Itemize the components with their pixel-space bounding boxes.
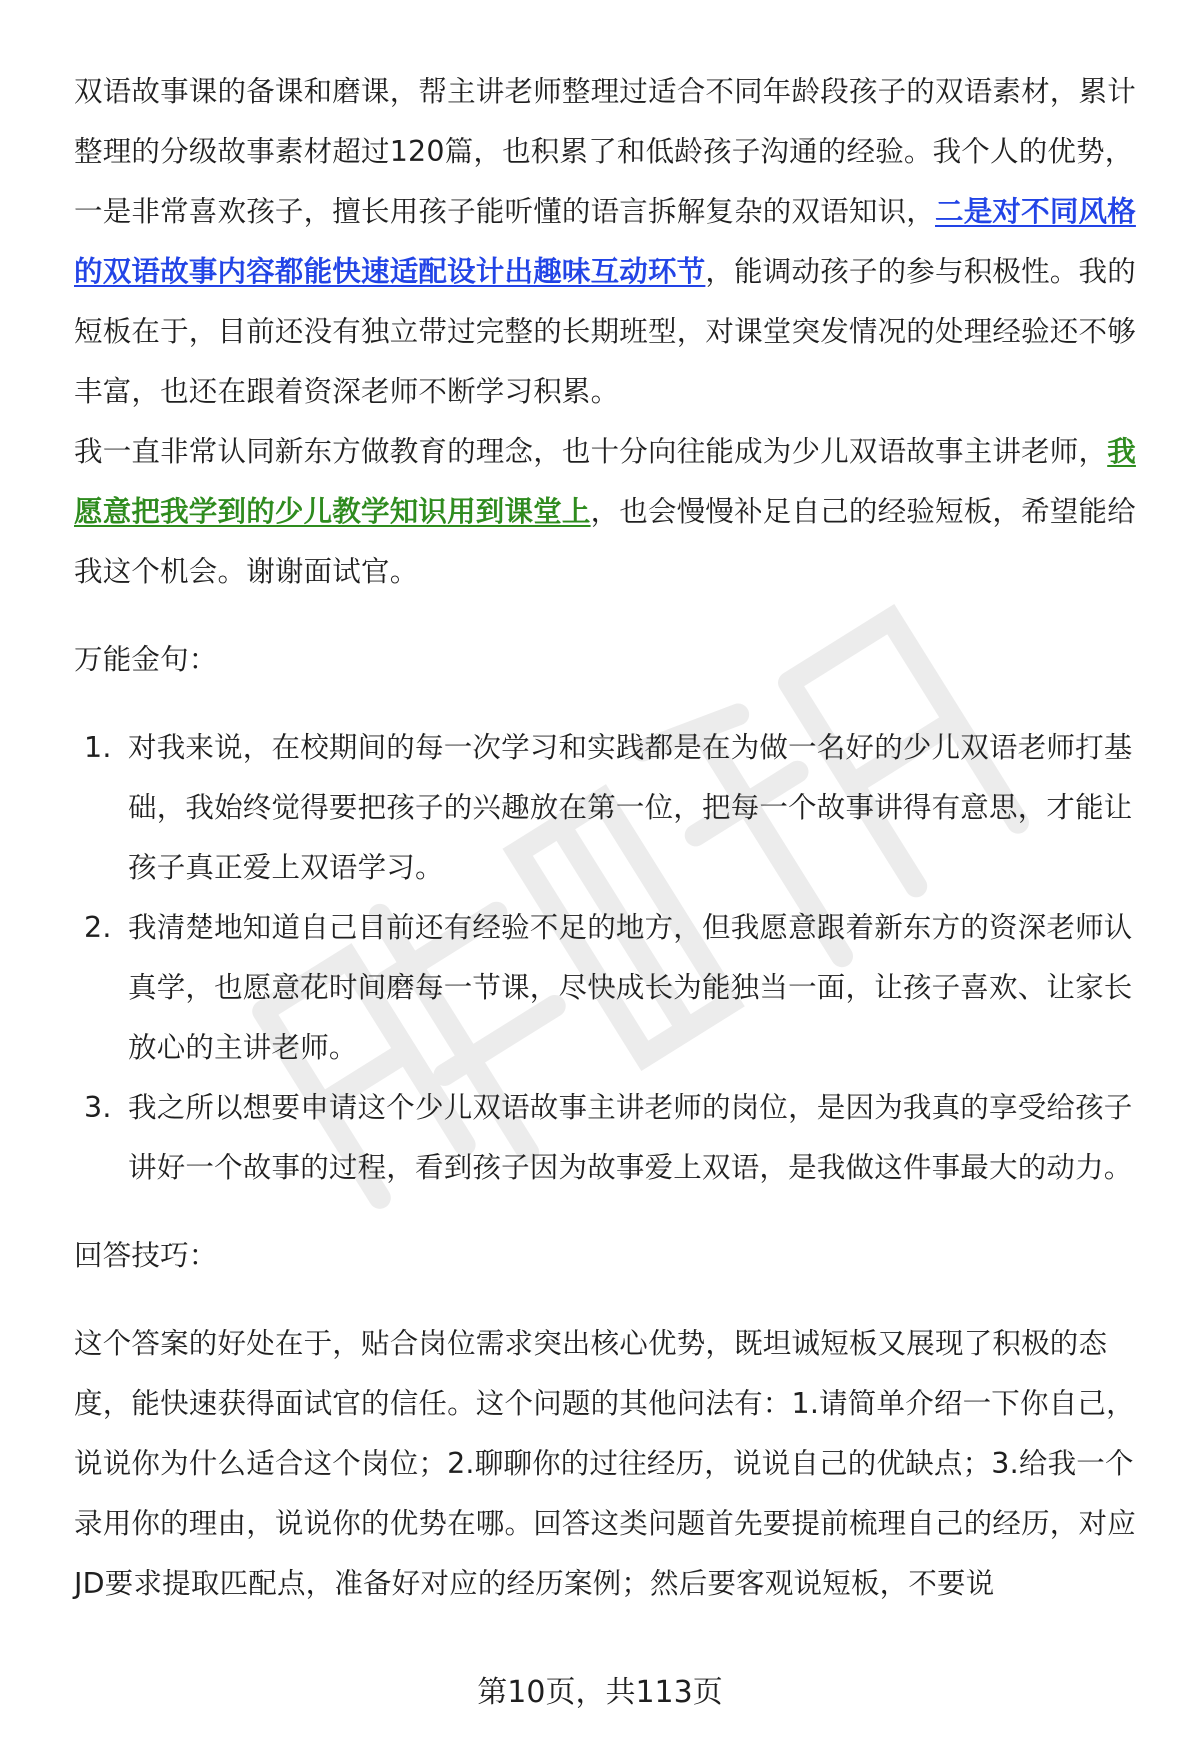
intro-text: 双语故事课的备课和磨课，帮主讲老师整理过适合不同年龄段孩子的双语素材，累计整理的分级故事素材超过120篇，也积累了和低龄孩子沟通的经验。我个人的优势，一是非常喜欢孩子，擅长用孩子能听懂的语言拆解复杂的双语知识， — [74, 75, 1136, 228]
list-item — [74, 898, 1149, 1078]
closing-text: 我一直非常认同新东方做教育的理念，也十分向往能成为少儿双语故事主讲老师， — [74, 435, 1108, 468]
golden-sentences-list — [74, 718, 1149, 1198]
list-item — [74, 718, 1149, 898]
list-item-text: 我之所以想要申请这个少儿双语故事主讲老师的岗位，是因为我真的享受给孩子讲好一个故事的过程，看到孩子因为故事爱上双语，是我做这件事最大的动力。 — [128, 1091, 1133, 1184]
closing-text-continued: ，也会慢慢补足自己的经验短板，希望能给我这个机会。谢谢面试官。 — [74, 495, 1136, 588]
list-number: 2. — [84, 911, 112, 944]
page-number-footer: 第10页，共113页 — [477, 1675, 723, 1710]
answer-tips-paragraph: 这个答案的好处在于，贴合岗位需求突出核心优势，既坦诚短板又展现了积极的态度，能快速获得面试官的信任。这个问题的其他问法有：1.请简单介绍一下你自己，说说你为什么适合这个岗位；2.聊聊你的过往经历，说说自己的优缺点；3.给我一个录用你的理由，说说你的优势在哪。回答这类问题首先要提前梳理自己的经历，对应JD要求提取匹配点，准备好对应的经历案例；然后要客观说短板，不要说 — [74, 1327, 1136, 1600]
answer-tips-heading: 回答技巧： — [74, 1239, 218, 1272]
list-item-text: 我清楚地知道自己目前还有经验不足的地方，但我愿意跟着新东方的资深老师认真学，也愿意花时间磨每一节课，尽快成长为能独当一面，让孩子喜欢、让家长放心的主讲老师。 — [128, 911, 1133, 1064]
list-number: 3. — [84, 1091, 112, 1124]
intro-paragraph — [74, 62, 1149, 422]
golden-sentences-heading: 万能金句： — [74, 643, 218, 676]
closing-highlight: 我愿意把我学到的少儿教学知识用到课堂上 — [74, 435, 1136, 528]
document-content — [74, 62, 1149, 1614]
list-item-text: 对我来说，在校期间的每一次学习和实践都是在为做一名好的少儿双语老师打基础，我始终觉得要把孩子的兴趣放在第一位，把每一个故事讲得有意思，才能让孩子真正爱上双语学习。 — [128, 731, 1133, 884]
intro-highlight: 二是对不同风格的双语故事内容都能快速适配设计出趣味互动环节 — [74, 195, 1136, 288]
intro-text-continued: ，能调动孩子的参与积极性。我的短板在于，目前还没有独立带过完整的长期班型，对课堂突发情况的处理经验还不够丰富，也还在跟着资深老师不断学习积累。 — [74, 255, 1136, 408]
list-number: 1. — [84, 731, 112, 764]
list-item — [74, 1078, 1149, 1198]
closing-paragraph — [74, 422, 1149, 602]
